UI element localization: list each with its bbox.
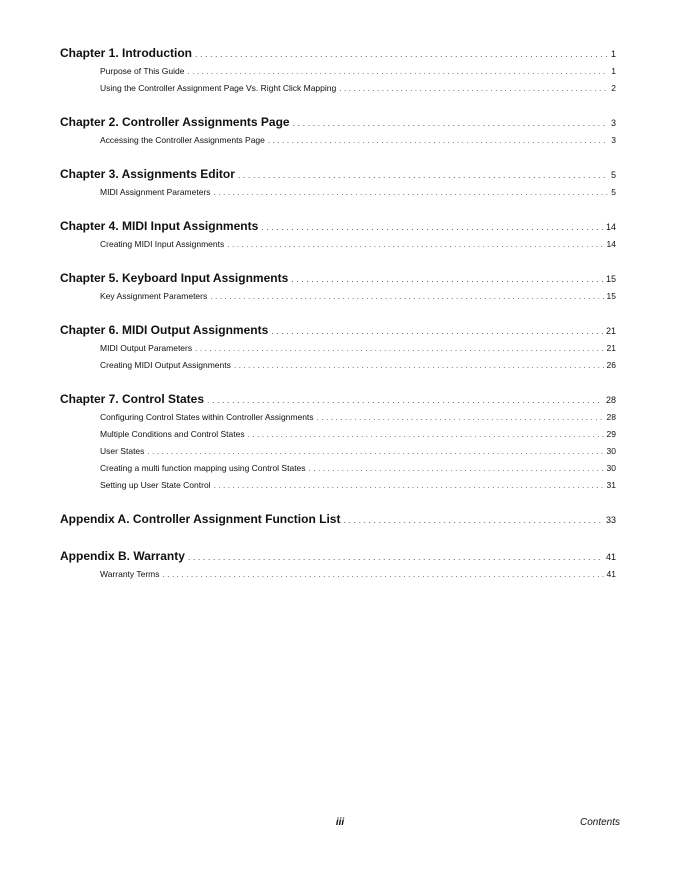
section-entry[interactable] (60, 132, 616, 149)
chapter-entry[interactable] (60, 217, 616, 236)
section-title: MIDI Assignment Parameters (100, 187, 211, 197)
chapter-page-number: 3 (610, 118, 616, 128)
chapter-page-number: 28 (605, 395, 616, 405)
section-entry[interactable] (60, 340, 616, 357)
footer-section-name: Contents (579, 817, 620, 828)
dot-leader (268, 132, 608, 149)
dot-leader (343, 511, 603, 529)
chapter-entry[interactable] (60, 510, 616, 529)
section-title: Accessing the Controller Assignments Page (100, 135, 265, 145)
dot-leader (187, 63, 608, 80)
toc-chapter-5 (60, 269, 616, 305)
section-page-number: 2 (611, 83, 616, 93)
chapter-entry[interactable] (60, 44, 616, 63)
section-title: Setting up User State Control (100, 480, 211, 490)
chapter-page-number: 1 (610, 49, 616, 59)
toc-chapter-1 (60, 44, 616, 97)
section-page-number: 1 (611, 66, 616, 76)
dot-leader (207, 391, 603, 409)
section-page-number: 14 (606, 239, 616, 249)
section-page-number: 31 (606, 480, 616, 490)
toc-chapter-7 (60, 390, 616, 494)
table-of-contents (60, 44, 616, 583)
section-title: Warranty Terms (100, 569, 160, 579)
section-entry[interactable] (60, 409, 616, 426)
section-title: Creating a multi function mapping using Control States (100, 463, 306, 473)
dot-leader (309, 460, 604, 477)
section-entry[interactable] (60, 184, 616, 201)
section-page-number: 28 (606, 412, 616, 422)
dot-leader (214, 477, 604, 494)
chapter-title: Chapter 3. Assignments Editor (60, 167, 235, 181)
chapter-entry[interactable] (60, 113, 616, 132)
section-entry[interactable] (60, 460, 616, 477)
chapter-page-number: 5 (610, 170, 616, 180)
chapter-page-number: 21 (605, 326, 616, 336)
section-title: User States (100, 446, 145, 456)
dot-leader (195, 340, 603, 357)
chapter-entry[interactable] (60, 165, 616, 184)
chapter-title: Appendix A. Controller Assignment Function List (60, 512, 341, 526)
chapter-page-number: 41 (605, 552, 616, 562)
dot-leader (291, 270, 603, 288)
footer-page-number: iii (335, 817, 345, 828)
toc-chapter-3 (60, 165, 616, 201)
section-page-number: 41 (606, 569, 616, 579)
toc-chapter-6 (60, 321, 616, 374)
section-page-number: 5 (611, 187, 616, 197)
chapter-title: Chapter 7. Control States (60, 392, 205, 406)
section-entry[interactable] (60, 80, 616, 97)
dot-leader (188, 548, 603, 566)
section-page-number: 30 (606, 463, 616, 473)
chapter-page-number: 33 (605, 515, 616, 525)
section-title: Configuring Control States within Controller Assignments (100, 412, 314, 422)
dot-leader (293, 114, 608, 132)
chapter-title: Chapter 2. Controller Assignments Page (60, 115, 290, 129)
dot-leader (261, 218, 603, 236)
dot-leader (210, 288, 603, 305)
chapter-entry[interactable] (60, 547, 616, 566)
section-page-number: 26 (606, 360, 616, 370)
chapter-title: Appendix B. Warranty (60, 549, 185, 563)
chapter-title: Chapter 5. Keyboard Input Assignments (60, 271, 289, 285)
section-page-number: 15 (606, 291, 616, 301)
section-entry[interactable] (60, 443, 616, 460)
section-page-number: 29 (606, 429, 616, 439)
section-title: Creating MIDI Input Assignments (100, 239, 225, 249)
dot-leader (238, 166, 608, 184)
toc-chapter-2 (60, 113, 616, 149)
dot-leader (214, 184, 609, 201)
section-entry[interactable] (60, 426, 616, 443)
section-title: Using the Controller Assignment Page Vs. Right Click Mapping (100, 83, 337, 93)
section-page-number: 21 (606, 343, 616, 353)
section-entry[interactable] (60, 477, 616, 494)
chapter-entry[interactable] (60, 390, 616, 409)
dot-leader (271, 322, 603, 340)
dot-leader (195, 45, 608, 63)
toc-appendix-b (60, 547, 616, 583)
chapter-entry[interactable] (60, 269, 616, 288)
chapter-page-number: 15 (605, 274, 616, 284)
section-title: Creating MIDI Output Assignments (100, 360, 231, 370)
section-entry[interactable] (60, 288, 616, 305)
toc-appendix-a (60, 510, 616, 529)
section-title: Key Assignment Parameters (100, 291, 208, 301)
section-title: Purpose of This Guide (100, 66, 185, 76)
chapter-page-number: 14 (605, 222, 616, 232)
section-page-number: 3 (611, 135, 616, 145)
dot-leader (248, 426, 604, 443)
dot-leader (163, 566, 604, 583)
section-title: MIDI Output Parameters (100, 343, 193, 353)
dot-leader (147, 443, 603, 460)
dot-leader (234, 357, 604, 374)
toc-chapter-4 (60, 217, 616, 253)
section-entry[interactable] (60, 63, 616, 80)
dot-leader (227, 236, 603, 253)
section-entry[interactable] (60, 236, 616, 253)
section-entry[interactable] (60, 357, 616, 374)
dot-leader (317, 409, 604, 426)
section-page-number: 30 (606, 446, 616, 456)
chapter-title: Chapter 4. MIDI Input Assignments (60, 219, 259, 233)
chapter-title: Chapter 1. Introduction (60, 46, 192, 60)
chapter-title: Chapter 6. MIDI Output Assignments (60, 323, 269, 337)
chapter-entry[interactable] (60, 321, 616, 340)
section-entry[interactable] (60, 566, 616, 583)
dot-leader (339, 80, 608, 97)
section-title: Multiple Conditions and Control States (100, 429, 245, 439)
